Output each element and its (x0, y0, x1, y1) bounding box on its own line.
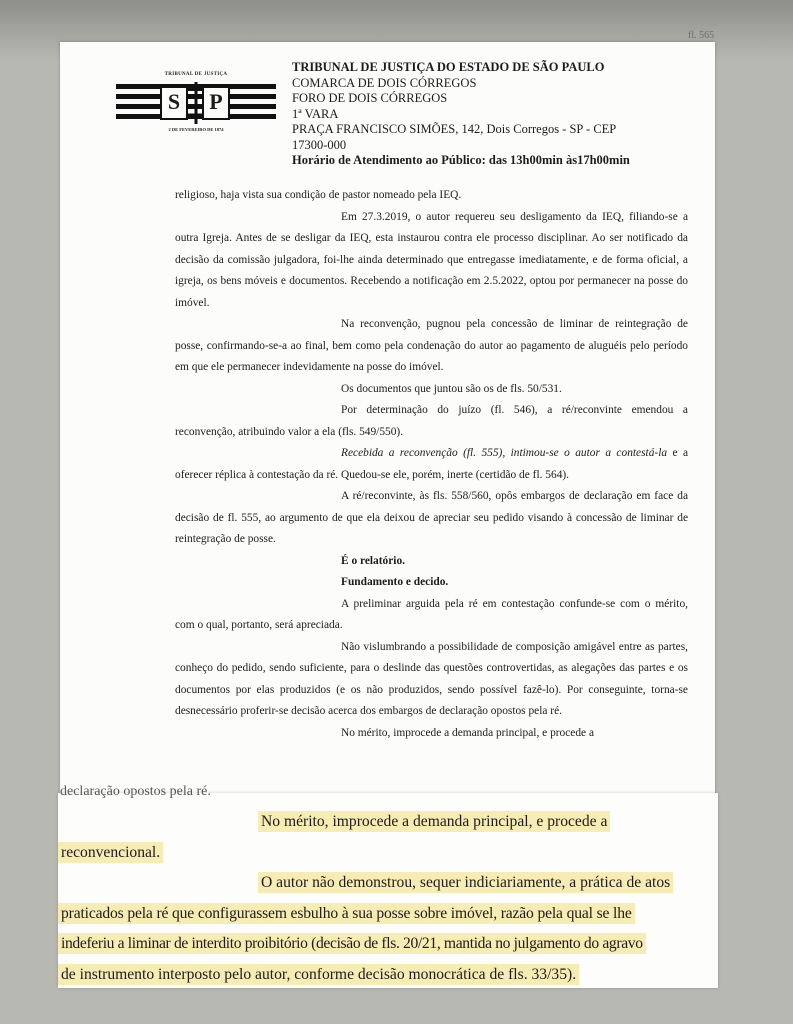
excerpt-line-3: O autor não demonstrou, sequer indiciariamente, a prática de atos (258, 872, 673, 893)
office-hours: Horário de Atendimento ao Público: das 13h00min às17h00min (292, 153, 630, 167)
excerpt-line-1: No mérito, improcede a demanda principal, e procede a (258, 811, 610, 832)
seal-letters (160, 86, 232, 118)
comarca: COMARCA DE DOIS CÓRREGOS (292, 75, 477, 90)
court-name: TRIBUNAL DE JUSTIÇA DO ESTADO DE SÃO PAULO (292, 60, 605, 74)
excerpt-cut-line: declaração opostos pela ré. (60, 784, 211, 799)
court-header (292, 60, 630, 169)
paragraph-8: A preliminar arguida pela ré em contestação confunde-se com o mérito, com o qual, portanto, será apreciada. (175, 597, 688, 631)
paragraph-2: Em 27.3.2019, o autor requereu seu desligamento da IEQ, filiando-se a outra Igreja. Antes de se desligar da IEQ, esta instaurou contra ele processo disciplinar. Ao ser notificado da decisão da comissão julgadora, foi-lhe ainda determinado que entregasse imediatamente, e de forma oficial, a igreja, os bens móveis e documentos. Recebendo a notificação em 2.5.2022, optou por permanecer na posse do imóvel. (175, 210, 688, 309)
foro: FORO DE DOIS CÓRREGOS (292, 91, 448, 105)
corner-mark: fl. 565 (688, 30, 715, 41)
vara: 1ª VARA (292, 106, 339, 121)
address: PRAÇA FRANCISCO SIMÕES, 142, Dois Corregos - SP - CEP (292, 122, 617, 136)
zoomed-excerpt (58, 784, 718, 988)
paragraph-4: Os documentos que juntou são os de fls. 50/531. (341, 382, 562, 395)
seal-letter-p: P (202, 86, 230, 120)
paragraph-6-italic: Recebida a reconvenção (fl. 555), intimou-se o autor a contestá-la (341, 447, 668, 459)
court-seal (116, 70, 276, 140)
seal-top-text: TRIBUNAL DE JUSTIÇA (164, 72, 228, 77)
seal-letter-s: S (160, 86, 188, 120)
excerpt-text (58, 807, 713, 990)
excerpt-line-2: reconvencional. (58, 842, 163, 863)
paragraph-10: No mérito, improcede a demanda principal, e procede a (341, 726, 595, 739)
excerpt-line-5: indeferiu a liminar de interdito proibitório (decisão de fls. 20/21, mantida no julgamento do agravo (58, 933, 646, 954)
document-body (175, 185, 688, 744)
excerpt-line-6: de instrumento interposto pelo autor, conforme decisão monocrática de fls. 33/35). (58, 964, 579, 985)
seal-bottom-text: 2 DE FEVEREIRO DE 1874 (168, 127, 224, 132)
excerpt-line-4: praticados pela ré que configurassem esbulho à sua posse sobre imóvel, razão pela qual se lhe (58, 903, 635, 924)
heading-report: É o relatório. (341, 554, 406, 567)
paragraph-1: religioso, haja vista sua condição de pastor nomeado pela IEQ. (175, 189, 462, 201)
paragraph-5: Por determinação do juízo (fl. 546), a ré/reconvinte emendou a reconvenção, atribuindo valor a ela (fls. 549/550). (175, 404, 688, 438)
paragraph-6-rest: e a oferecer réplica à contestação da ré. Quedou-se ele, porém, inerte (certidão de fl. 564). (175, 447, 689, 481)
heading-decision: Fundamento e decido. (341, 576, 449, 588)
cep: 17300-000 (292, 137, 347, 152)
paragraph-7: A ré/reconvinte, às fls. 558/560, opôs embargos de declaração em face da decisão de fl. 555, ao argumento de que ela deixou de apreciar seu pedido visando à concessão de liminar de reintegração de posse. (175, 490, 688, 545)
paragraph-3: Na reconvenção, pugnou pela concessão de liminar de reintegração de posse, confirmando-se-a ao final, bem como pela condenação do autor ao pagamento de aluguéis pelo período em que ele permanecer indevidamente na posse do imóvel. (175, 318, 688, 373)
paragraph-6 (175, 443, 688, 486)
paragraph-9: Não vislumbrando a possibilidade de composição amigável entre as partes, conheço do pedido, sendo suficiente, para o deslinde das questões controvertidas, as alegações das partes e os documentos por elas produzidos (e os não produzidos, sendo possível fazê-lo). Por conseguinte, torna-se desnecessário proferir-se decisão acerca dos embargos de declaração opostos pela ré. (175, 640, 688, 717)
